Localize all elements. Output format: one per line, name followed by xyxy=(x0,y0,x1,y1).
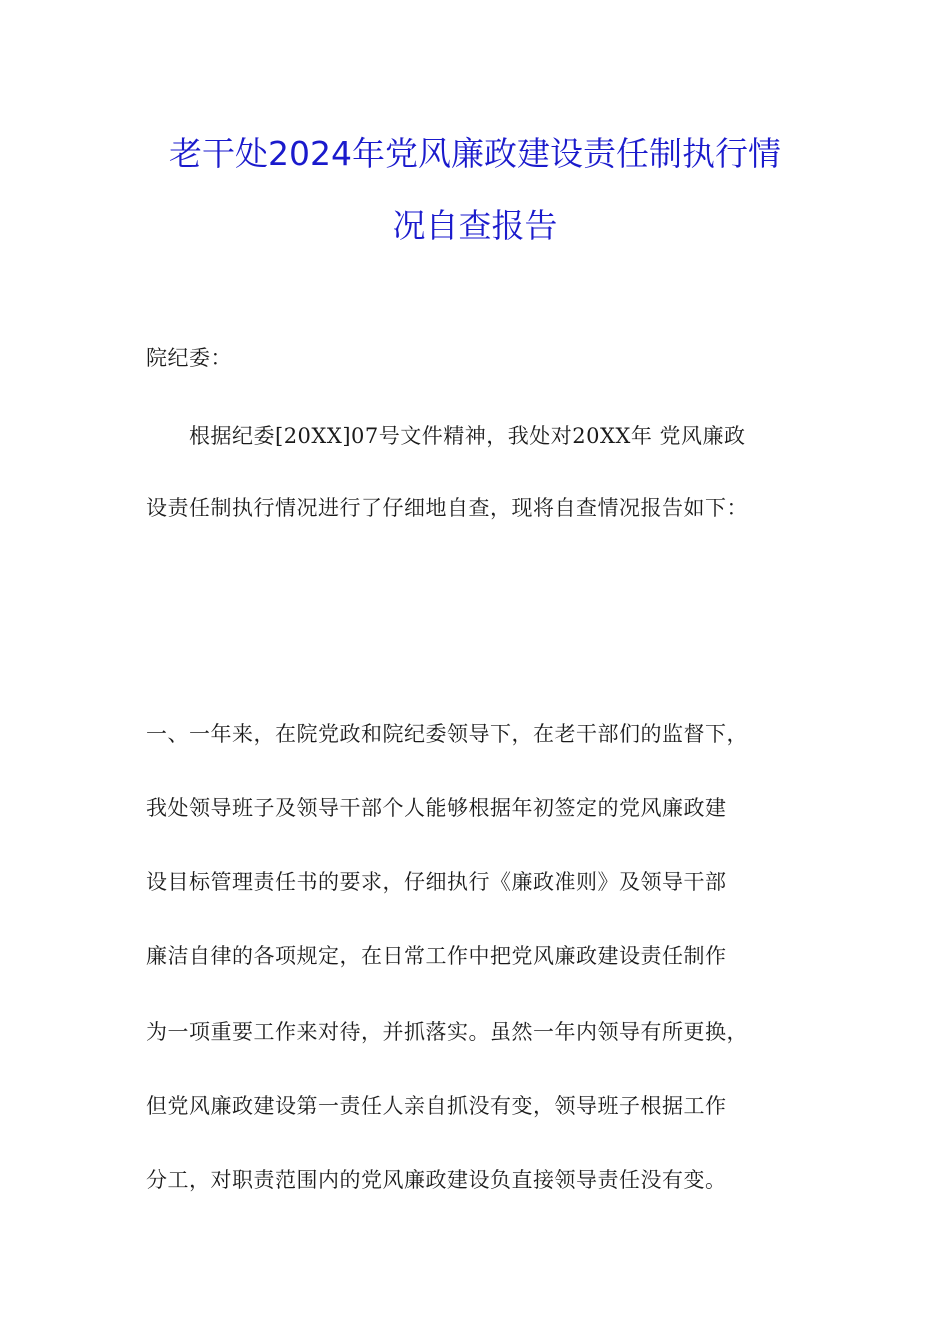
salutation: 院纪委： xyxy=(146,346,232,370)
section-1-line-6: 但党风廉政建设第一责任人亲自抓没有变，领导班子根据工作 xyxy=(146,1094,727,1118)
section-1-line-3: 设目标管理责任书的要求，仔细执行《廉政准则》及领导干部 xyxy=(146,870,727,894)
intro-line-1: 根据纪委[20XX]07号文件精神，我处对20XX年 党风廉政 xyxy=(146,424,746,448)
report-title-line-1: 老干处2024年党风廉政建设责任制执行情 xyxy=(169,134,781,173)
section-1-line-5: 为一项重要工作来对待，并抓落实。虽然一年内领导有所更换， xyxy=(146,1020,748,1044)
section-1-line-2: 我处领导班子及领导干部个人能够根据年初签定的党风廉政建 xyxy=(146,796,727,820)
section-1-line-1: 一、一年来，在院党政和院纪委领导下，在老干部们的监督下， xyxy=(146,722,748,746)
intro-line-2: 设责任制执行情况进行了仔细地自查，现将自查情况报告如下： xyxy=(146,496,748,520)
section-1-line-4: 廉洁自律的各项规定，在日常工作中把党风廉政建设责任制作 xyxy=(146,944,727,968)
report-title-line-2: 况自查报告 xyxy=(392,206,558,245)
section-1-line-7: 分工，对职责范围内的党风廉政建设负直接领导责任没有变。 xyxy=(146,1168,727,1192)
